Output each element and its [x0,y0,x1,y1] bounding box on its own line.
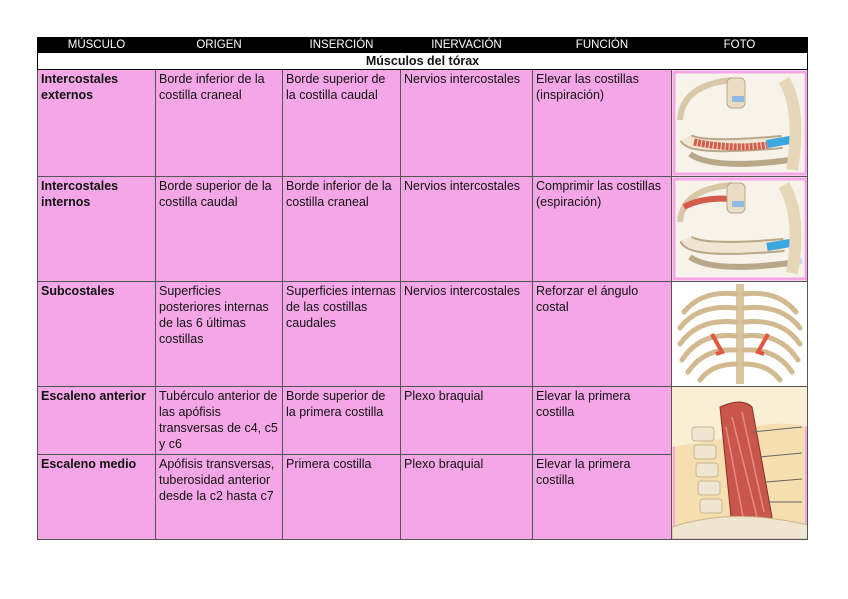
header-row [38,38,808,53]
cell-inervacion: Nervios intercostales [401,177,533,282]
header-funcion: FUNCIÓN [533,38,672,53]
cell-musculo: Intercostales internos [38,177,156,282]
cell-funcion: Elevar la primera costilla [533,387,672,455]
cell-musculo: Escaleno medio [38,455,156,540]
cell-inervacion: Nervios intercostales [401,282,533,387]
cell-funcion: Elevar la primera costilla [533,455,672,540]
scalene-muscles-image [672,387,808,539]
section-row [38,53,808,70]
cell-origen: Apófisis transversas, tuberosidad anterior desde la c2 hasta c7 [156,455,283,540]
cell-musculo: Subcostales [38,282,156,387]
rib-cage-external-image [672,70,808,176]
table-row [38,282,808,387]
rib-cage-posterior-image [672,282,808,386]
cell-insercion: Superficies internas de las costillas caudales [283,282,401,387]
cell-origen: Borde superior de la costilla caudal [156,177,283,282]
cell-funcion: Comprimir las costillas (espiración) [533,177,672,282]
cell-insercion: Borde superior de la primera costilla [283,387,401,455]
header-inervacion: INERVACIÓN [401,38,533,53]
header-musculo: MÚSCULO [38,38,156,53]
table-row [38,387,808,455]
cell-insercion: Primera costilla [283,455,401,540]
cell-insercion: Borde inferior de la costilla craneal [283,177,401,282]
cell-inervacion: Plexo braquial [401,387,533,455]
cell-origen: Tubérculo anterior de las apófisis transversas de c4, c5 y c6 [156,387,283,455]
cell-origen: Borde inferior de la costilla craneal [156,70,283,177]
cell-musculo: Intercostales externos [38,70,156,177]
cell-foto [672,387,808,540]
table-row [38,70,808,177]
cell-inervacion: Nervios intercostales [401,70,533,177]
cell-insercion: Borde superior de la costilla caudal [283,70,401,177]
cell-funcion: Reforzar el ángulo costal [533,282,672,387]
table-row [38,177,808,282]
cell-foto [672,177,808,282]
cell-musculo: Escaleno anterior [38,387,156,455]
cell-foto [672,282,808,387]
muscle-table [37,37,808,540]
header-insercion: INSERCIÓN [283,38,401,53]
section-title: Músculos del tórax [38,53,808,70]
cell-funcion: Elevar las costillas (inspiración) [533,70,672,177]
rib-cage-internal-image [672,177,808,281]
header-foto: FOTO [672,38,808,53]
cell-inervacion: Plexo braquial [401,455,533,540]
header-origen: ORIGEN [156,38,283,53]
cell-origen: Superficies posteriores internas de las 6 últimas costillas [156,282,283,387]
cell-foto [672,70,808,177]
